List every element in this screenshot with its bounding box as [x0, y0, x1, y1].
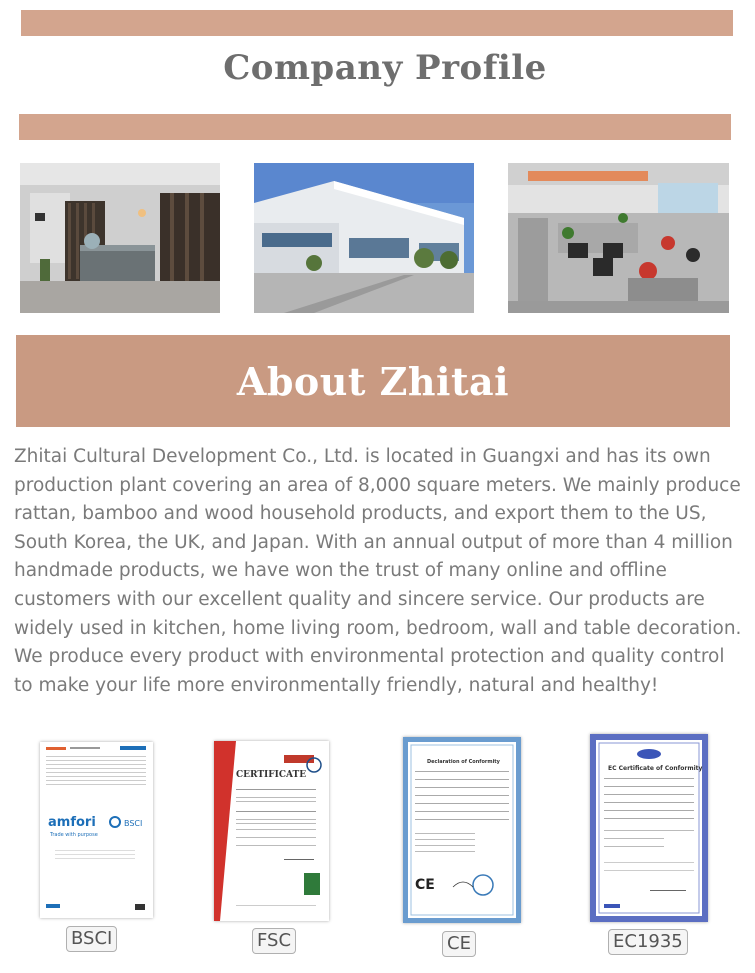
- factory-building-photo: [254, 163, 474, 313]
- office-workers-photo: [508, 163, 729, 313]
- reception-office-photo: [20, 163, 220, 313]
- amfori-logo-text: amfori: [48, 815, 96, 830]
- ce-certificate-image: [403, 737, 521, 923]
- ce-label: CE: [442, 931, 476, 957]
- top-decor-bar: [21, 10, 733, 36]
- page-title: Company Profile: [223, 48, 547, 88]
- fsc-label: FSC: [252, 928, 296, 954]
- fsc-certificate-image: [214, 741, 329, 921]
- ce-certificate-heading: Declaration of Conformity: [427, 759, 500, 765]
- about-heading-band: [16, 335, 730, 427]
- svg-text:CE: CE: [415, 877, 435, 893]
- about-heading: About Zhitai: [236, 358, 510, 404]
- amfori-tagline: Trade with purpose: [50, 832, 98, 838]
- ec1935-certificate-heading: EC Certificate of Conformity: [608, 765, 703, 772]
- bsci-certificate-image: [40, 742, 153, 918]
- fsc-certificate-heading: CERTIFICATE: [236, 770, 307, 780]
- title-underline-bar: [19, 114, 731, 140]
- bsci-label: BSCI: [66, 926, 117, 952]
- about-paragraph: Zhitai Cultural Development Co., Ltd. is located in Guangxi and has its own production plant covering an area of 8,000 square meters. We mainly produce rattan, bamboo and wood household products, and export them to the US, South Korea, the UK, and Japan. With an annual output of more than 4 million handmade products, we have won the trust of many online and offline customers with our excellent quality and sincere service. Our products are widely used in kitchen, home living room, bedroom, wall and table decoration. We produce every product with environmental protection and quality control to make your life more environmentally friendly, natural and healthy!: [14, 446, 742, 696]
- ec1935-certificate-image: [590, 734, 708, 922]
- bsci-logo-text: BSCI: [124, 819, 143, 828]
- ec1935-label: EC1935: [608, 929, 688, 955]
